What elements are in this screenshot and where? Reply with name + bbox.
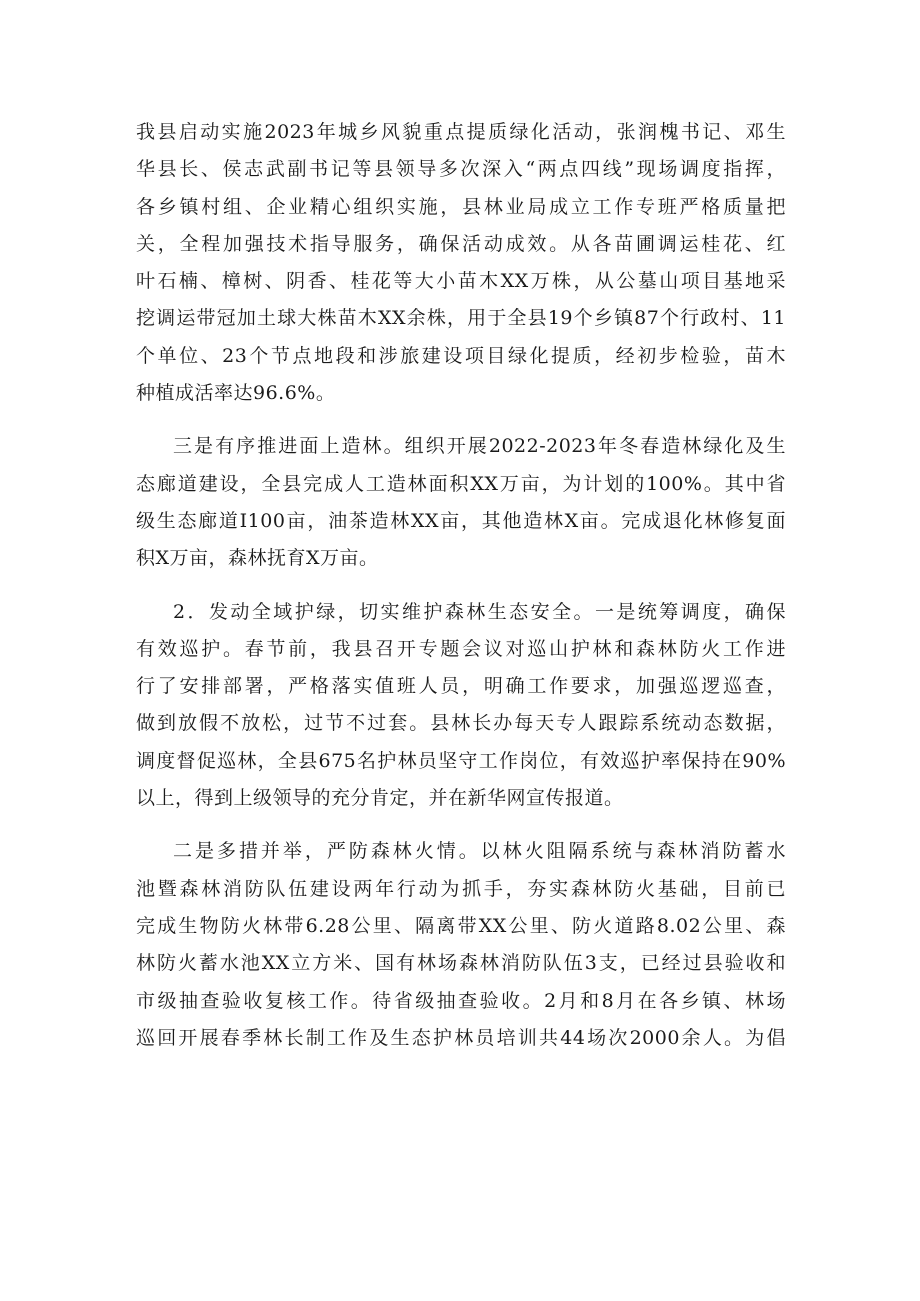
- paragraph-spacer: [136, 578, 786, 594]
- text-line: 挖调运带冠加土球大株苗木XX余株，用于全县19个乡镇87个行政村、11: [136, 307, 786, 330]
- text-line: 叶石楠、樟树、阴香、桂花等大小苗木XX万株，从公墓山项目基地采: [136, 270, 786, 293]
- text-line: 完成生物防火林带6.28公里、隔离带XX公里、防火道路8.02公里、森: [136, 914, 786, 937]
- text-line: 池暨森林消防队伍建设两年行动为抓手，夯实森林防火基础，目前已: [136, 877, 786, 900]
- text-line: 市级抽查验收复核工作。待省级抽查验收。2月和8月在各乡镇、林场: [136, 989, 786, 1012]
- document-body: [136, 114, 786, 1057]
- text-line: 林防火蓄水池XX立方米、国有林场森林消防队伍3支，已经过县验收和: [136, 952, 786, 975]
- text-line: 个单位、23个节点地段和涉旅建设项目绿化提质，经初步检验，苗木: [136, 344, 786, 367]
- text-line: 2．发动全域护绿，切实维护森林生态安全。一是统筹调度，确保: [173, 600, 786, 623]
- text-line: 三是有序推进面上造林。组织开展2022-2023年冬春造林绿化及生: [173, 435, 786, 458]
- text-line: 种植成活率达96.6%。: [136, 382, 336, 405]
- text-line: 有效巡护。春节前，我县召开专题会议对巡山护林和森林防火工作进: [136, 637, 786, 660]
- text-line: 积X万亩，森林抚育X万亩。: [136, 547, 379, 570]
- paragraph-spacer: [136, 817, 786, 833]
- text-line: 华县长、侯志武副书记等县领导多次深入“两点四线”现场调度指挥，: [136, 158, 786, 181]
- paragraph-forest-protection: [136, 594, 786, 818]
- text-line: 各乡镇村组、企业精心组织实施，县林业局成立工作专班严格质量把: [136, 195, 786, 218]
- text-line: 巡回开展春季林长制工作及生态护林员培训共44场次2000余人。为倡: [136, 1026, 786, 1049]
- paragraph-greening-activity: [136, 114, 786, 412]
- paragraph-afforestation: [136, 428, 786, 577]
- text-line: 行了安排部署，严格落实值班人员，明确工作要求，加强巡逻巡查，: [136, 675, 786, 698]
- text-line: 我县启动实施2023年城乡风貌重点提质绿化活动，张润槐书记、邓生: [136, 121, 786, 143]
- text-line: 以上，得到上级领导的充分肯定，并在新华网宣传报道。: [136, 787, 624, 810]
- text-line: 态廊道建设，全县完成人工造林面积XX万亩，为计划的100%。其中省: [136, 472, 786, 495]
- text-line: 级生态廊道I100亩，油茶造林XX亩，其他造林X亩。完成退化林修复面: [136, 509, 786, 532]
- paragraph-fire-prevention: [136, 833, 786, 1057]
- text-line: 关，全程加强技术指导服务，确保活动成效。从各苗圃调运桂花、红: [136, 232, 786, 255]
- paragraph-spacer: [136, 412, 786, 428]
- text-line: 调度督促巡林，全县675名护林员坚守工作岗位，有效巡护率保持在90%: [136, 749, 786, 772]
- text-line: 做到放假不放松，过节不过套。县林长办每天专人跟踪系统动态数据，: [136, 712, 786, 735]
- text-line: 二是多措并举，严防森林火情。以林火阻隔系统与森林消防蓄水: [173, 840, 786, 863]
